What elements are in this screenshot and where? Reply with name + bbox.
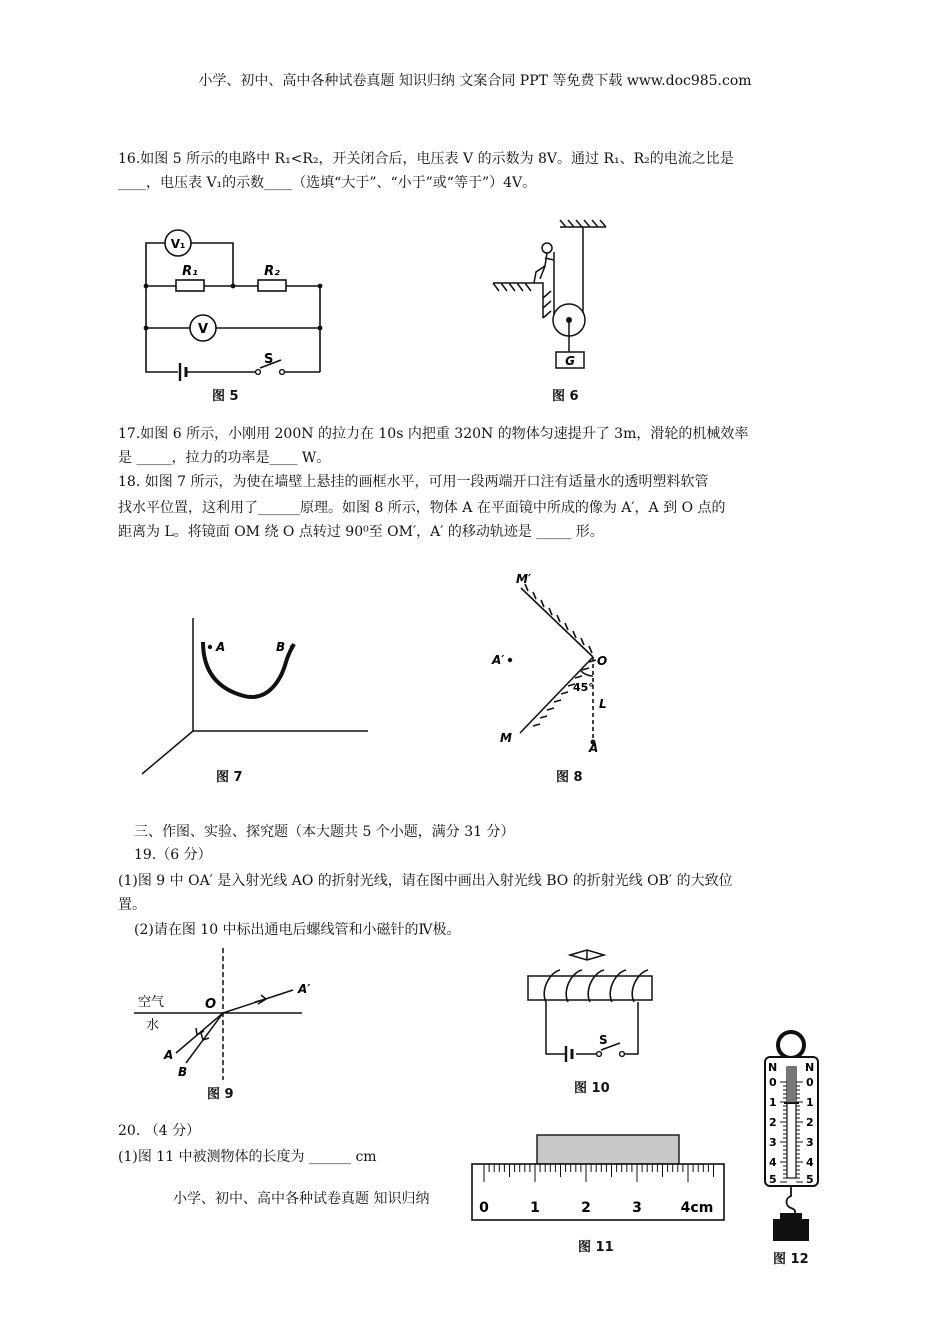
fig9-a-label: A [164, 1048, 174, 1062]
fig5-caption: 图 5 [212, 389, 239, 404]
fig11-tick-2: 2 [581, 1200, 591, 1216]
q18-line2: 找水平位置，这利用了______原理。如图 8 所示，物体 A 在平面镜中所成的像为 A′，A 到 O 点的 [118, 500, 726, 516]
q20-head: 20. （4 分） [118, 1123, 201, 1139]
fig12-n-right: N [805, 1061, 815, 1074]
fig11-tick-1: 1 [530, 1200, 540, 1216]
fig12-right-0: 0 [806, 1076, 814, 1089]
fig7-b-label: B [276, 640, 286, 654]
fig12-n-left: N [768, 1061, 778, 1074]
fig5-v-label: V [197, 322, 209, 337]
fig6-g-label: G [565, 354, 575, 368]
fig8-mprime-label: M′ [516, 572, 532, 586]
q18-line3: 距离为 L。将镜面 OM 绕 O 点转过 90⁰至 OM′，A′ 的移动轨迹是 _____ 形。 [118, 524, 604, 540]
q16-line2: ____，电压表 V₁的示数____（选填“大于”、“小于”或“等于”）4V。 [118, 175, 537, 191]
q20-part1: (1)图 11 中被测物体的长度为 ______ cm [118, 1149, 377, 1165]
q17-line1: 17.如图 6 所示，小刚用 200N 的拉力在 10s 内把重 320N 的物体匀速提升了 3m，滑轮的机械效率 [118, 426, 749, 442]
fig8-l-label: L [599, 697, 607, 711]
fig11-tick-3: 3 [632, 1200, 642, 1216]
fig12-left-2: 2 [769, 1116, 777, 1129]
fig9-air-label: 空气 [138, 995, 165, 1010]
fig11-tick-4: 4cm [680, 1200, 714, 1216]
section-3-title: 三、作图、实验、探究题（本大题共 5 个小题，满分 31 分） [134, 824, 515, 840]
fig12-left-4: 4 [769, 1156, 777, 1169]
q18-line1: 18. 如图 7 所示，为使在墙壁上悬挂的画框水平，可用一段两端开口注有适量水的透明塑料软管 [118, 474, 709, 490]
fig12-right-3: 3 [806, 1136, 814, 1149]
fig8-angle-label: 45° [573, 681, 594, 694]
fig10-caption: 图 10 [574, 1081, 610, 1096]
fig12-right-5: 5 [806, 1173, 814, 1186]
page-footer: 小学、初中、高中各种试卷真题 知识归纳 [173, 1191, 430, 1207]
fig12-right-2: 2 [806, 1116, 814, 1129]
fig9-b-label: B [178, 1065, 188, 1079]
q19-part1-line2: 置。 [118, 897, 146, 913]
fig9-aprime-label: A′ [298, 982, 311, 996]
fig12-left-1: 1 [769, 1096, 777, 1109]
fig5-r1-label: R₁ [182, 264, 198, 279]
fig12-caption: 图 12 [773, 1252, 809, 1267]
fig9-o-label: O [205, 997, 217, 1012]
fig9-water-label: 水 [146, 1018, 160, 1033]
page-header: 小学、初中、高中各种试卷真题 知识归纳 文案合同 PPT 等免费下载 www.doc985.com [198, 73, 752, 89]
q19-head: 19.（6 分） [134, 847, 212, 863]
fig5-r2-label: R₂ [264, 264, 280, 279]
q19-part1-line1: (1)图 9 中 OA′ 是入射光线 AO 的折射光线，请在图中画出入射光线 BO 的折射光线 OB′ 的大致位 [118, 873, 733, 889]
fig12-left-5: 5 [769, 1173, 777, 1186]
fig8-caption: 图 8 [556, 770, 583, 785]
fig9-caption: 图 9 [207, 1087, 234, 1102]
fig12-left-0: 0 [769, 1076, 777, 1089]
fig12-right-4: 4 [806, 1156, 814, 1169]
fig5-s-label: S [264, 352, 274, 367]
fig7-caption: 图 7 [216, 770, 243, 785]
fig11-tick-0: 0 [479, 1200, 489, 1216]
fig8-a-label: A [589, 741, 599, 755]
fig8-aprime-label: A′ [492, 653, 505, 667]
q17-line2: 是 _____，拉力的功率是____ W。 [118, 450, 331, 466]
fig8-o-label: O [597, 654, 608, 668]
fig8-m-label: M [500, 731, 512, 745]
fig12-right-1: 1 [806, 1096, 814, 1109]
fig11-caption: 图 11 [578, 1240, 614, 1255]
fig7-a-label: A [216, 640, 226, 654]
fig10-s-label: S [599, 1033, 608, 1047]
q19-part2: (2)请在图 10 中标出通电后螺线管和小磁针的Ⅳ极。 [134, 922, 461, 938]
fig12-left-3: 3 [769, 1136, 777, 1149]
q16-line1: 16.如图 5 所示的电路中 R₁<R₂，开关闭合后，电压表 V 的示数为 8V。通过 R₁、R₂的电流之比是 [118, 151, 734, 167]
fig6-caption: 图 6 [552, 389, 579, 404]
fig5-v1-label: V₁ [170, 237, 186, 251]
